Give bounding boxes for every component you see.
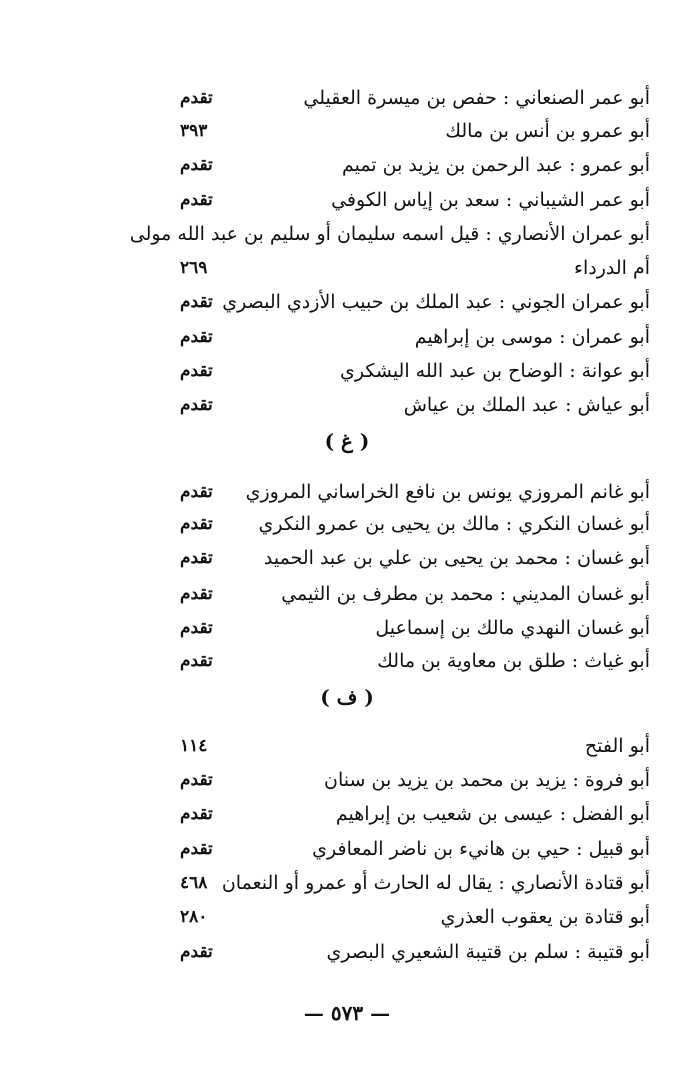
entry-ref: تقدم [180, 482, 213, 502]
entry-ref: تقدم [180, 942, 213, 962]
index-entry [172, 730, 650, 762]
entry-ref: تقدم [180, 327, 213, 347]
entry-continuation: أم الدرداء [574, 257, 650, 279]
entry-name: أبو غانم المروزي يونس بن نافع الخراساني المروزي [245, 481, 650, 503]
entry-ref: تقدم [180, 584, 213, 604]
entry-ref: تقدم [180, 839, 213, 859]
entry-ref: ١١٤ [180, 736, 208, 756]
index-entry [172, 578, 650, 610]
entry-ref: تقدم [180, 292, 213, 312]
section-heading: ( ف ) [320, 685, 374, 709]
page-number: — ٥٧٣ — [303, 1001, 391, 1025]
entry-ref: تقدم [180, 155, 213, 175]
index-entry [172, 149, 650, 181]
entry-ref: ٢٦٩ [180, 258, 208, 278]
entry-ref: تقدم [180, 395, 213, 415]
entry-ref: تقدم [180, 361, 213, 381]
entry-name: أبو الفتح [584, 735, 650, 757]
entry-ref: تقدم [180, 190, 213, 210]
index-entry [172, 355, 650, 387]
entry-ref: ٣٩٣ [180, 121, 208, 141]
index-entry [172, 798, 650, 830]
entry-ref: تقدم [180, 804, 213, 824]
index-entry [172, 936, 650, 968]
entry-name: أبو عمر الصنعاني : حفص بن ميسرة العقيلي [303, 87, 650, 109]
index-entry [172, 389, 650, 421]
entry-ref: تقدم [180, 514, 213, 534]
entry-name: أبو غسان : محمد بن يحيى بن علي بن عبد الحميد [263, 547, 650, 569]
entry-name: أبو غياث : طلق بن معاوية بن مالك [377, 650, 650, 672]
index-entry [172, 867, 650, 899]
entry-ref: تقدم [180, 88, 213, 108]
entry-name: أبو غسان النهدي مالك بن إسماعيل [375, 617, 650, 639]
entry-ref: تقدم [180, 548, 213, 568]
entry-name: أبو عمران الأنصاري : قيل اسمه سليمان أو سليم بن عبد الله مولى [129, 223, 650, 245]
index-entry [172, 321, 650, 353]
entry-name: أبو عمر الشيباني : سعد بن إياس الكوفي [331, 189, 650, 211]
entry-name: أبو عمران : موسى بن إبراهيم [414, 326, 650, 348]
index-entry [172, 645, 650, 677]
entry-ref: ٢٨٠ [180, 907, 208, 927]
entry-name: أبو قتادة الأنصاري : يقال له الحارث أو عمرو أو النعمان [221, 872, 650, 894]
entry-name: أبو قبيل : حيي بن هانيء بن ناضر المعافري [312, 838, 650, 860]
entry-ref: تقدم [180, 651, 213, 671]
entry-name: أبو عمرو : عبد الرحمن بن يزيد بن تميم [341, 154, 650, 176]
entry-ref: تقدم [180, 618, 213, 638]
index-entry [172, 764, 650, 796]
entry-name: أبو فروة : يزيد بن محمد بن يزيد بن سنان [324, 769, 650, 791]
index-entry [172, 115, 650, 147]
index-entry [172, 833, 650, 865]
index-entry [172, 476, 650, 508]
index-entry [172, 286, 650, 318]
entry-name: أبو غسان النكري : مالك بن يحيى بن عمرو النكري [258, 513, 650, 535]
entry-name: أبو الفضل : عيسى بن شعيب بن إبراهيم [335, 803, 650, 825]
index-entry [172, 542, 650, 574]
entry-name: أبو قتيبة : سلم بن قتيبة الشعيري البصري [326, 941, 650, 963]
index-entry [172, 901, 650, 933]
entry-name: أبو قتادة بن يعقوب العذري [440, 906, 650, 928]
entry-name: أبو عمران الجوني : عبد الملك بن حبيب الأزدي البصري [222, 291, 650, 313]
index-entry [172, 508, 650, 540]
entry-ref: ٤٦٨ [180, 873, 208, 893]
entry-name: أبو عياش : عبد الملك بن عياش [403, 394, 650, 416]
index-entry [172, 184, 650, 216]
index-entry [129, 218, 650, 250]
entry-name: أبو عوانة : الوضاح بن عبد الله اليشكري [340, 360, 650, 382]
index-entry [172, 82, 650, 114]
entry-name: أبو غسان المديني : محمد بن مطرف بن الثيمي [281, 583, 650, 605]
entry-name: أبو عمرو بن أنس بن مالك [445, 120, 650, 142]
index-entry [172, 612, 650, 644]
entry-ref: تقدم [180, 770, 213, 790]
section-heading: ( غ ) [324, 429, 370, 453]
